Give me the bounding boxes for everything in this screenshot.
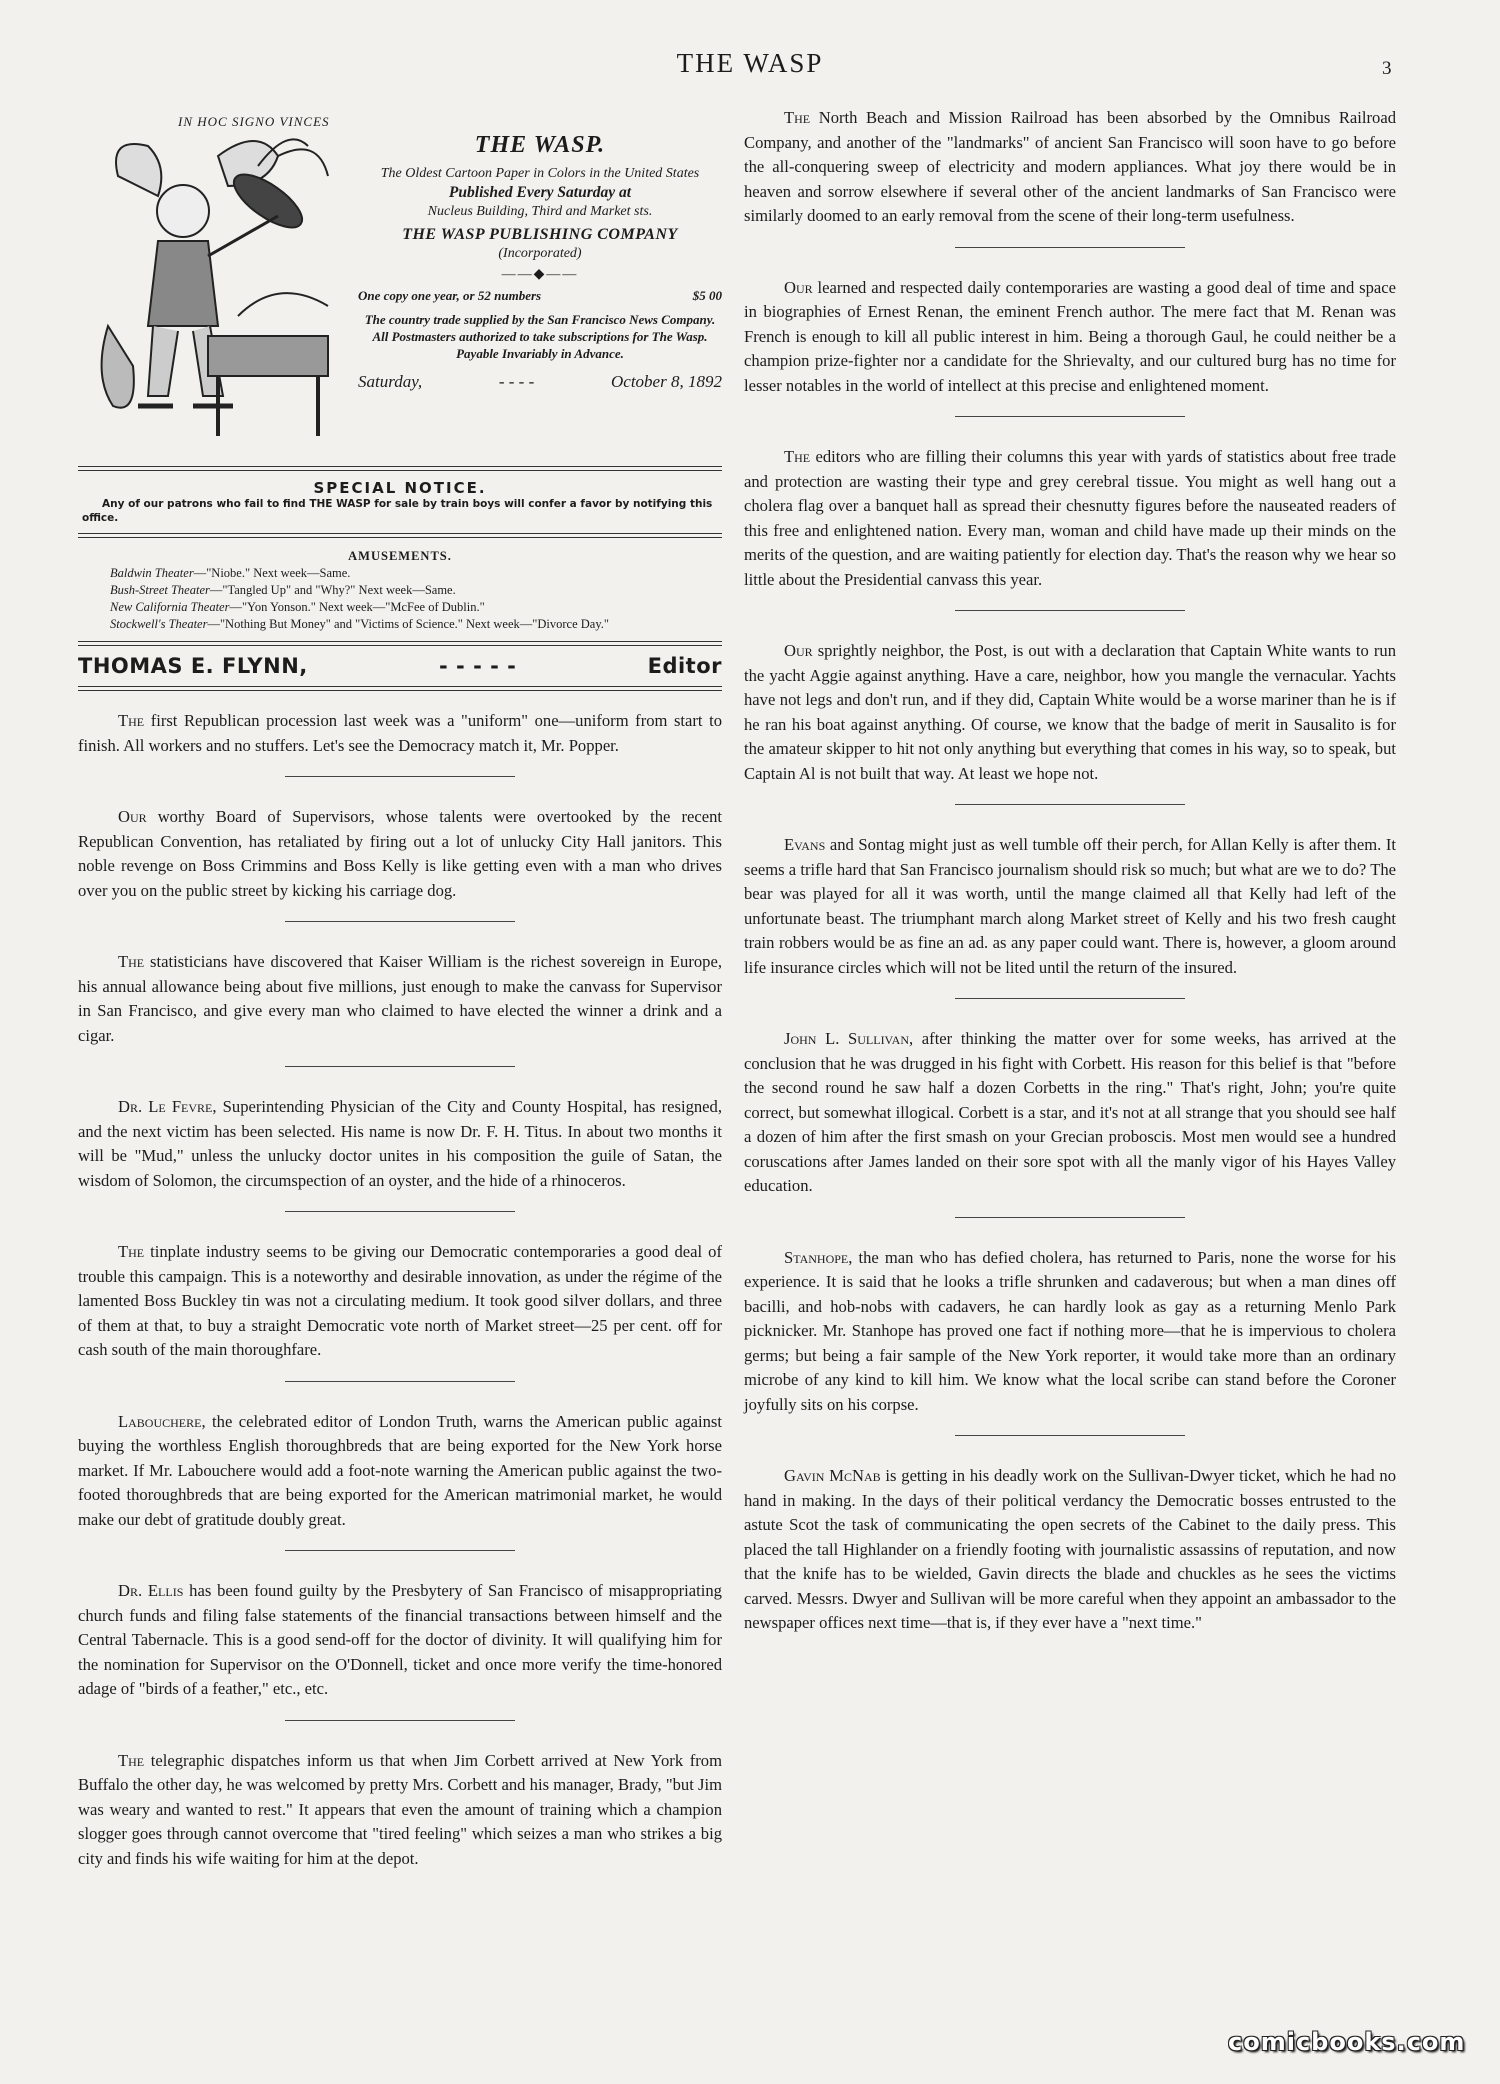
paragraph-lead: The [118,1242,145,1261]
dateline [358,372,722,391]
article-paragraph [744,639,1396,786]
section-divider [285,1066,515,1067]
section-divider [285,921,515,922]
special-notice [78,477,722,527]
article-paragraph [78,1095,722,1193]
theater-name: New California Theater [110,600,230,614]
paragraph-text: statisticians have discovered that Kaiser William is the richest sovereign in Europe, his annual allowance being about five millions, just enough to make the canvass for Supervisor in San Francisco, and give every man who claimed to have elected the winner a drink and a cigar. [78,952,722,1045]
left-column [78,106,722,1871]
amusement-item [86,616,714,633]
article-paragraph [78,805,722,903]
masthead [78,106,722,460]
paragraph-text: editors who are filling their columns this year with yards of statistics about free trade and protection are wasting their type and grey cerebral tissue. You might as well hang out a cholera flag over a banquet hall as spread their chesnutty figures before the nauseated readers of this free and enlightened nation. Every man, woman and child have made up their minds on the merits of the question, and are waiting patiently for election day. That's the reason why we hear so little about the Presidential canvass this year. [744,447,1396,589]
masthead-motto: IN HOC SIGNO VINCES [178,114,330,129]
paragraph-text: and Sontag might just as well tumble off their perch, for Allan Kelly is after them. It seems a trifle hard that San Francisco journalism should risk so much; but what are we to do? The bear was played for all it was worth, until the mange claimed all that Kelly had left of the unfortunate beast. The triumphant march along Market street of Kelly and his two fresh caught train robbers would be as fine an ad. as any paper could want. There is, however, a gloom around life insurance circles which will not be lited until the return of the insured. [744,835,1396,977]
page-number: 3 [1382,58,1392,79]
amusement-text: —"Niobe." Next week—Same. [193,566,351,580]
paragraph-lead: The [118,711,145,730]
pub-tagline: The Oldest Cartoon Paper in Colors in the United States [380,166,700,181]
article-paragraph [78,1410,722,1533]
date-dashes: - - - - [498,372,535,391]
amusement-text: —"Yon Yonson." Next week—"McFee of Dublin." [229,600,485,614]
date-day: Saturday, [358,372,423,391]
amusements-section [78,544,722,635]
amusements-heading: AMUSEMENTS. [348,549,452,563]
paragraph-text: tinplate industry seems to be giving our Democratic contemporaries a good deal of trouble this campaign. This is a noteworthy and desirable innovation, as under the régime of the lamented Boss Buckley tin was not a circulating medium. It took good silver dollars, and three of them at that, to buy a straight Democratic vote north of Market street—25 per cent. off for cash south of the main thoroughfare. [78,1242,722,1359]
paragraph-lead: Our [784,277,813,297]
editor-line [78,652,722,680]
paragraph-text: has been found guilty by the Presbytery of San Francisco of misappropriating church funds and filing false statements of the financial transactions between himself and the Central Tabernacle. This is a good send-off for the doctor of divinity. It will qualifying him for the nomination for Supervisor on the O'Donnell, ticket and once more verify the time-honored adage of "birds of a feather," etc., etc. [78,1581,722,1698]
paragraph-text: the man who has defied cholera, has returned to Paris, none the worse for his experience. It is said that he looks a trifle shrunken and cadaverous; but when a man dines off bacilli, and hob-nobs with cadavers, he can hardly look as gay as a returning Menlo Park picknicker. Mr. Stanhope has proved one fact if nothing more—that he is impervious to cholera germs; but being a fair sample of the New York reporter, it would take more than an ordinary microbe of any kind to kill him. We know what the local scribe can stand before the Coroner joyfully sits on his corpse. [744,1247,1396,1414]
paragraph-text: after thinking the matter over for some weeks, has arrived at the conclusion that he was drugged in his fight with Corbett. His reason for this belief is that "before the second round he saw half a dozen Corbetts in the ring." That's right, John; you're quite correct, but somewhat illogical. Corbett is a star, and it's not at all strange that you should see half a dozen of him after the first smash on your Grecian proboscis. Most men would see a hundred coruscations after James landed on their sore spot with all the manly vigor of his Hayes Valley education. [744,1029,1396,1195]
article-paragraph [744,1027,1396,1199]
section-divider [955,998,1185,999]
article-paragraph [78,709,722,758]
paragraph-text: first Republican procession last week was a "uniform" one—uniform from start to finish. All workers and no stuffers. Let's see the Democracy match it, Mr. Popper. [78,711,722,755]
amusement-text: —"Tangled Up" and "Why?" Next week—Same. [209,583,456,597]
paragraph-lead: Stanhope, [784,1247,853,1267]
amusement-text: —"Nothing But Money" and "Victims of Science." Next week—"Divorce Day." [207,617,609,631]
issue-date: October 8, 1892 [611,372,722,391]
section-divider [285,1211,515,1212]
amusement-item [86,599,714,616]
paragraph-lead: The [118,1750,145,1770]
rule-divider [78,466,722,471]
paragraph-lead: Our [118,807,147,826]
section-divider [955,1435,1185,1436]
section-divider [285,1381,515,1382]
paragraph-lead: Labouchere, [118,1411,206,1431]
amusement-item [86,565,714,582]
section-divider [955,416,1185,417]
special-notice-text: Any of our patrons who fail to find THE WASP for sale by train boys will confer a favor by notifying this office. [82,498,713,524]
editor-dashes: - - - - - [439,654,517,678]
section-divider [955,1217,1185,1218]
publication-info [358,128,722,391]
article-paragraph [744,1464,1396,1636]
paragraph-lead: Evans [784,835,826,854]
pub-address: Nucleus Building, Third and Market sts. [427,204,653,219]
article-paragraph [744,276,1396,399]
paragraph-text: sprightly neighbor, the Post, is out with a declaration that Captain White wants to run the yacht Aggie against anything. Have a care, neighbor, how you mangle the vernacular. Yachts have not legs and don't run, and if they did, Captain White would be a worse mariner than he is if he ran his boat against anything. Of course, we know that the badge of merit in Sausalito is for the amateur skipper to hit not only anything but everything that comes in his way, so to speak, but Captain Al is not built that way. At least we hope not. [744,641,1396,783]
paragraph-text: Superintending Physician of the City and County Hospital, has resigned, and the next victim has been selected. His name is now Dr. F. H. Titus. In about two months it will be "Mud," unless the unlucky doctor unites in his composition the guile of Satan, the wisdom of Solomon, the circumspection of an oyster, and the hide of a rhinoceros. [78,1097,722,1190]
theater-name: Bush-Street Theater [110,583,210,597]
article-paragraph [744,1246,1396,1418]
theater-name: Baldwin Theater [110,566,194,580]
section-divider [955,804,1185,805]
theater-name: Stockwell's Theater [110,617,208,631]
rule-divider [78,641,722,646]
section-divider [285,776,515,777]
amusement-item [86,582,714,599]
article-paragraph [744,106,1396,229]
trade-notice: The country trade supplied by the San Francisco News Company. All Postmasters authorized to take subscriptions for The Wasp. Payable Invariably in Advance. [364,312,716,361]
section-divider [955,610,1185,611]
right-column [744,106,1396,1636]
subscription-price [358,286,722,305]
paragraph-text: is getting in his deadly work on the Sullivan-Dwyer ticket, which he had no hand in making. In the days of their political verdancy the Democratic bosses entrusted to the astute Scot the task of communicating the open secrets of the Cabinet to the daily press. This placed the tall Highlander on a friendly footing with journalistic assassins of reputation, and now that the knife has to be wielded, Gavin directs the blade and chuckles as he sees the victims carved. Messrs. Dwyer and Sullivan will be more careful when they appoint an ambassador to the newspaper offices next time—that is, if they ever have a "next time." [744,1466,1396,1632]
paragraph-lead: Our [784,641,813,660]
paragraph-lead: The [118,952,145,971]
editor-title: Editor [647,654,722,678]
paragraph-text: North Beach and Mission Railroad has been absorbed by the Omnibus Railroad Company, and another of the "landmarks" of ancient San Francisco will soon have to go before the all-conquering sweep of electricity and modern appliances. What joy there would be in heaven and sorrow elsewhere if several other of the ancient landmarks of San Francisco were similarly doomed to an early removal from the scene of their long-term usefulness. [744,108,1396,225]
paragraph-lead: Gavin McNab [784,1466,881,1485]
section-divider [285,1720,515,1721]
section-divider [285,1550,515,1551]
article-paragraph [78,1579,722,1702]
article-paragraph [744,833,1396,980]
special-notice-heading: SPECIAL NOTICE. [313,479,487,497]
price-label: One copy one year, or 52 numbers [358,288,542,303]
publisher-incorporated: (Incorporated) [498,246,582,261]
section-divider [955,247,1185,248]
article-paragraph [78,1749,722,1872]
paragraph-lead: The [784,108,811,127]
paragraph-lead: Dr. Le Fevre, [118,1097,217,1116]
article-paragraph [78,1240,722,1363]
editor-name: THOMAS E. FLYNN, [78,654,308,678]
rule-divider [78,533,722,538]
watermark: comicbooks.com [1228,2028,1466,2056]
wasp-cartoon-illustration [78,116,358,456]
rule-divider [78,686,722,691]
paragraph-lead: John L. Sullivan, [784,1029,914,1048]
publisher-name: THE WASP PUBLISHING COMPANY [402,226,678,243]
ornament-divider: ——◆—— [501,267,579,282]
paragraph-text: the celebrated editor of London Truth, warns the American public against buying the worthless English thoroughbreds that are being exported for the New York horse market. If Mr. Labouchere would add a foot-note warning the American public against the two-footed thoroughbreds that are being exported for the American matrimonial market, he would make our debt of gratitude doubly great. [78,1411,722,1529]
paragraph-lead: The [784,447,811,466]
paragraph-lead: Dr. Ellis [118,1581,184,1600]
publication-title: THE WASP. [474,132,606,158]
price-value: $5 00 [692,288,722,303]
article-paragraph [744,445,1396,592]
article-paragraph [78,950,722,1048]
paragraph-text: worthy Board of Supervisors, whose talents were overtooked by the recent Republican Convention, has retaliated by firing out a lot of unlucky City Hall janitors. This noble revenge on Boss Crimmins and Boss Kelly is like getting even with a man who drives over you on the public street by kicking his carriage dog. [78,807,722,900]
paragraph-text: learned and respected daily contemporaries are wasting a good deal of time and space in biographies of Ernest Renan, the eminent French author. The mere fact that M. Renan was French is enough to kill all public interest in him. Being a thorough Gaul, he could neither be a champion prize-fighter nor a candidate for the Shrievalty, and our cultured burg has no time for lesser notables in the world of intellect at this precise and enlightened moment. [744,277,1396,395]
pub-schedule: Published Every Saturday at [448,184,632,201]
paragraph-text: telegraphic dispatches inform us that when Jim Corbett arrived at New York from Buffalo the other day, he was welcomed by pretty Mrs. Corbett and his manager, Brady, "but Jim was weary and wanted to rest." It appears that even the amount of training which a champion slogger goes through cannot overcome that "tired feeling" which seizes a man who strikes a big city and finds his wife waiting for him at the depot. [78,1750,722,1868]
running-head: THE WASP [676,48,824,78]
